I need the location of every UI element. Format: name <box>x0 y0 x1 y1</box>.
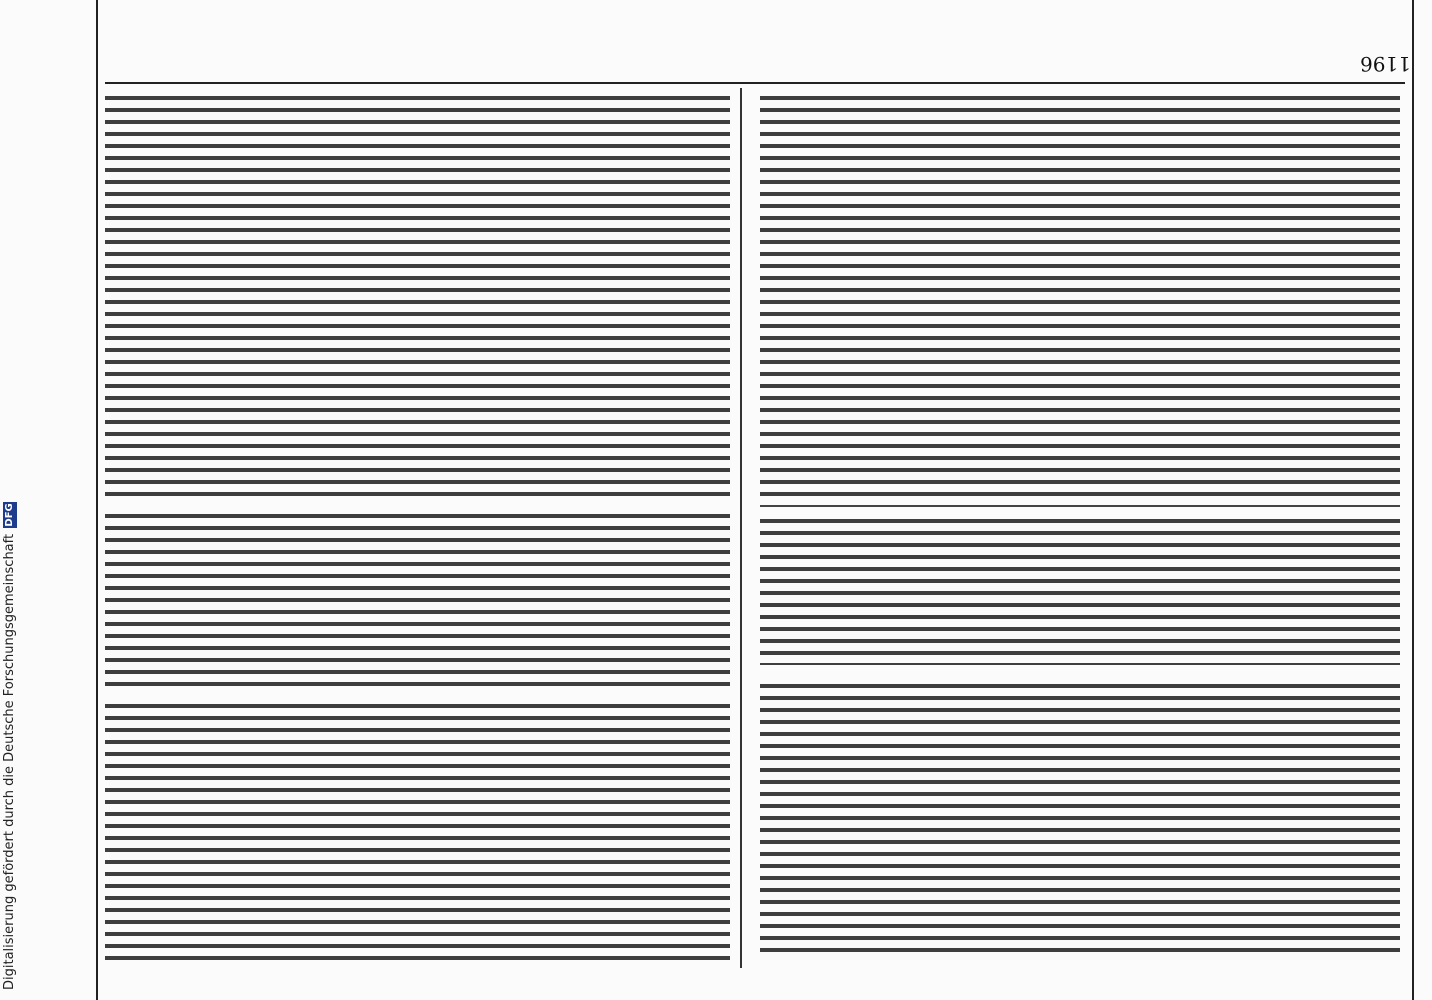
credit-text: Digitalisierung gefördert durch die Deutsche Forschungsgemeinschaft <box>2 533 17 990</box>
text-block-6 <box>760 680 1400 960</box>
header-rule <box>105 82 1405 84</box>
digitization-credit <box>2 502 17 990</box>
section-rule <box>760 505 1400 507</box>
page-border-left <box>96 0 98 1000</box>
text-block-2 <box>105 510 730 690</box>
page-border-right <box>1412 0 1414 1000</box>
text-block-5 <box>760 515 1400 665</box>
text-block-3 <box>105 700 730 960</box>
column-divider <box>740 88 742 968</box>
page-number: 1196 <box>1360 52 1411 76</box>
text-block-1 <box>105 92 730 502</box>
dfg-logo-icon: DFG <box>3 503 15 527</box>
text-block-4 <box>760 92 1400 497</box>
